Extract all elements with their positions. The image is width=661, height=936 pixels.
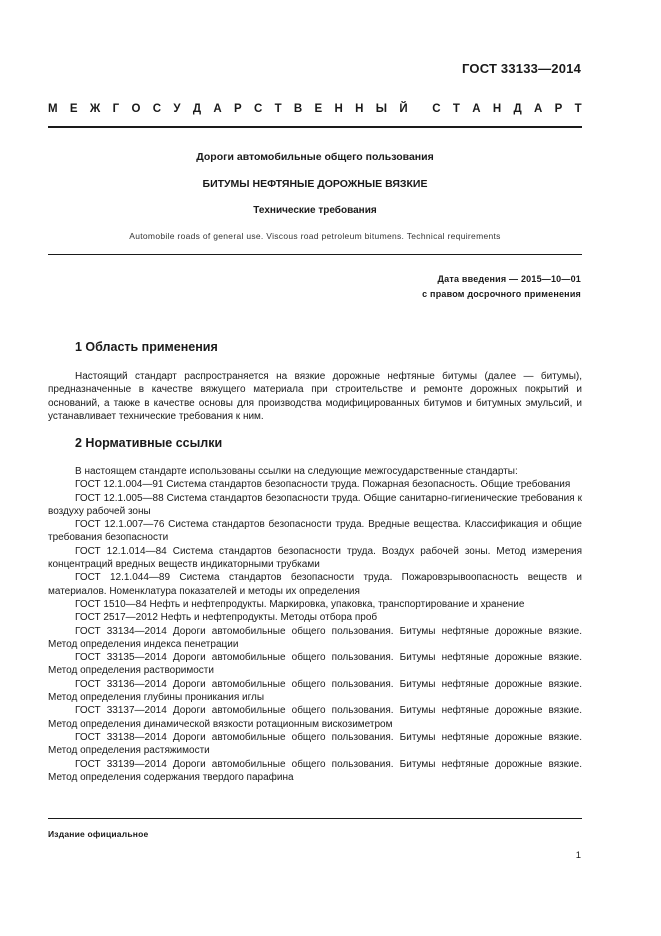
standard-type-letter: М [48,103,58,115]
standard-type-letter: С [152,103,162,115]
standard-type-letter: Й [399,103,408,115]
reference-item: ГОСТ 12.1.005—88 Система стандартов безопасности труда. Общие санитарно-гигиенические требования к воздуху рабочей зоны [48,492,582,517]
section-2-heading: 2 Нормативные ссылки [75,436,223,450]
standard-type-letter: Н [355,103,364,115]
title-line-road-type: Дороги автомобильные общего пользования [196,151,434,163]
standard-type-letter: В [293,103,303,115]
page-number: 1 [575,850,581,861]
standard-type-letter: У [173,103,181,115]
introduction-date-line: Дата введения — 2015—10—01 [437,274,581,284]
reference-item: ГОСТ 33138—2014 Дороги автомобильные общего пользования. Битумы нефтяные дорожные вязкие. Метод определения растяжимости [48,731,582,757]
standard-type-letter: Д [513,103,522,115]
reference-item: ГОСТ 33139—2014 Дороги автомобильные общего пользования. Битумы нефтяные дорожные вязкие. Метод определения содержания твердого парафина [48,758,582,783]
standard-type-letter: Р [233,103,242,115]
reference-item: ГОСТ 33137—2014 Дороги автомобильные общего пользования. Битумы нефтяные дорожные вязкие. Метод определения динамической вязкости ротационным вискозиметром [48,705,582,730]
standard-type-letter: Н [334,103,343,115]
standard-type-letter: Е [314,103,323,115]
standard-type-letter: Д [192,103,202,115]
reference-item: ГОСТ 2517—2012 Нефть и нефтепродукты. Методы отбора проб [75,612,378,624]
introduction-date [422,272,581,302]
header-divider [48,126,582,128]
standard-type-heading [48,103,582,115]
reference-item: ГОСТ 12.1.044—89 Система стандартов безопасности труда. Пожаровзрывоопасность веществ и материалов. Номенклатура показателей и методы их определения [48,572,582,597]
document-number: ГОСТ 33133—2014 [462,61,581,76]
early-application-note: с правом досрочного применения [422,289,581,299]
official-edition-label: Издание официальное [48,829,149,839]
standard-type-letter: Ы [375,103,388,115]
standard-type-letter: Т [274,103,282,115]
reference-item: ГОСТ 33135—2014 Дороги автомобильные общего пользования. Битумы нефтяные дорожные вязкие. Метод определения растворимости [48,652,582,677]
standard-type-letter: С [253,103,263,115]
reference-item: ГОСТ 12.1.014—84 Система стандартов безопасности труда. Воздух рабочей зоны. Метод измерения концентраций вредных веществ индикаторными трубками [48,545,582,571]
title-line-product: БИТУМЫ НЕФТЯНЫЕ ДОРОЖНЫЕ ВЯЗКИЕ [202,178,428,190]
reference-item: ГОСТ 33134—2014 Дороги автомобильные общего пользования. Битумы нефтяные дорожные вязкие. Метод определения индекса пенетрации [48,625,582,650]
reference-item: ГОСТ 12.1.007—76 Система стандартов безопасности труда. Вредные вещества. Классификация и общие требования безопасности [48,519,582,544]
footer-divider [48,818,582,819]
standard-type-letter: Т [574,103,582,115]
standard-type-letter: А [533,103,543,115]
section-1-paragraph: Настоящий стандарт распространяется на вязкие дорожные нефтяные битумы (далее — битумы), предназначенные в качестве вяжущего материала при строительстве и ремонте дорожных покрытий и оснований, а также в качестве основы для производства модифицированных битумов и битумных эмульсий, и устанавливает технические требования к ним. [48,371,582,422]
standard-type-letter: Н [492,103,502,115]
standard-type-letter: Е [69,103,78,115]
standard-type-letter: Г [112,103,120,115]
title-line-subject: Технические требования [253,205,377,216]
standard-type-letter: Ж [89,103,101,115]
standard-type-letter: А [213,103,222,115]
reference-item: ГОСТ 12.1.004—91 Система стандартов безопасности труда. Пожарная безопасность. Общие требования [75,479,571,491]
standard-type-letter: О [131,103,141,115]
title-english: Automobile roads of general use. Viscous road petroleum bitumens. Technical requirements [129,231,501,241]
title-divider [48,254,582,255]
standard-type-letter: Р [554,103,563,115]
references-list [48,465,582,784]
standard-type-letter: С [432,103,441,115]
reference-item: ГОСТ 1510—84 Нефть и нефтепродукты. Маркировка, упаковка, транспортирование и хранение [75,598,525,610]
section-1-body [48,370,582,423]
reference-item: ГОСТ 33136—2014 Дороги автомобильные общего пользования. Битумы нефтяные дорожные вязкие. Метод определения глубины проникания иглы [48,678,582,704]
standard-type-letter: Т [452,103,460,115]
standard-type-letter: А [472,103,481,115]
references-intro: В настоящем стандарте использованы ссылки на следующие межгосударственные стандарты: [75,466,518,477]
section-1-heading: 1 Область применения [75,340,218,354]
